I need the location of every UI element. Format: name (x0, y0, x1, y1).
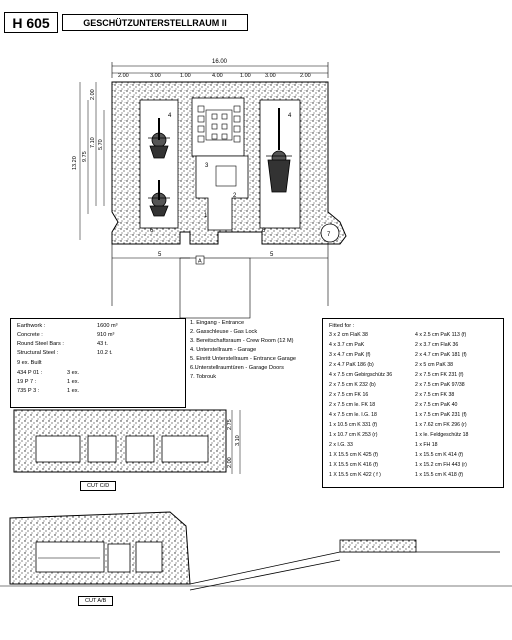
legend-item: 7. Tobrouk (190, 374, 217, 380)
fitted-weapon-item: 4 x 7.5 cm le. I.G. 18 (329, 412, 377, 418)
spec-structural-steel-value: 10.2 t. (97, 350, 113, 356)
fitted-weapon-item: 1 x 7.5 cm PaK 231 (f) (415, 412, 467, 418)
fitted-weapon-item: 4 x 2.5 cm PaK 113 (f) (415, 332, 467, 338)
spec-concrete-value: 910 m³ (97, 332, 115, 338)
room-number-6a: 6 (150, 228, 154, 234)
crew-room (192, 98, 244, 156)
cut-cd-label: CUT C/D (80, 481, 116, 491)
dim-seg-3: 1.00 (180, 73, 191, 79)
fitted-weapon-item: 2 x 4.7 PaK 186 (b) (329, 362, 374, 368)
dim-top-wall: 2.00 (90, 89, 96, 100)
spec-variant-2-label: 19 P 7 : (17, 379, 37, 385)
fitted-weapon-item: 1 x 15.2 cm FH 443 (r) (415, 462, 467, 468)
fitted-weapon-item: 1 x 7.62 cm FK 296 (r) (415, 422, 467, 428)
fitted-title: Fitted for : (329, 323, 355, 329)
dim-seg-1: 2.00 (118, 73, 129, 79)
fitted-weapon-item: 2 x 7.5 cm FK 16 (329, 392, 369, 398)
cut-ab-drawing (0, 512, 512, 590)
spec-built-count: 9 ex. Built (17, 360, 42, 366)
specs-panel (10, 318, 186, 408)
room-number-5a: 5 (158, 252, 162, 258)
fitted-weapon-item: 2 x 7.5 cm K 232 (b) (329, 382, 376, 388)
dim-seg-7: 2.00 (300, 73, 311, 79)
room-number-3: 3 (205, 163, 209, 169)
room-legend (190, 320, 320, 386)
room-number-5b: 5 (270, 252, 274, 258)
segment-dimensions (112, 73, 328, 79)
fitted-weapon-item: 2 x 5 cm PaK 38 (415, 362, 454, 368)
fitted-weapon-item: 1 x le. Feldgeschütz 18 (415, 432, 469, 438)
fitted-weapon-item: 2 x I.G. 33 (329, 442, 353, 448)
spec-variant-2-value: 1 ex. (67, 379, 80, 385)
dim-inner-1: 7.10 (90, 137, 96, 148)
room-number-7: 7 (327, 232, 331, 238)
dim-total-height: 13.20 (72, 156, 78, 170)
fitted-weapon-item: 4 x 7.5 cm Gebirgschütz 36 (329, 372, 393, 378)
legend-item: 4. Unterstellraum - Garage (190, 347, 257, 353)
fitted-weapon-item: 1 x 10.7 cm K 253 (r) (329, 432, 378, 438)
cut-cd-dim-1: 2.00 (227, 457, 233, 468)
legend-item: 2. Gasschleuse - Gas Lock (190, 329, 258, 335)
cut-ab-label: CUT A/B (78, 596, 113, 606)
left-dimensions (72, 82, 104, 240)
legend-item: 1. Eingang - Entrance (190, 320, 245, 326)
fitted-weapon-item: 1 x 15.5 cm K 418 (f) (415, 472, 464, 478)
room-number-1: 1 (204, 213, 208, 219)
dim-seg-5: 1.00 (240, 73, 251, 79)
spec-steel-bars-value: 43 t. (97, 341, 108, 347)
dim-seg-4: 4.00 (212, 73, 223, 79)
legend-item: 5. Einritt Unterstellraum - Entrance Garage (190, 356, 297, 362)
room-number-6b: 6 (262, 228, 266, 234)
spec-earthwork-label: Earthwork : (17, 323, 46, 329)
fitted-weapon-item: 1 X 15.5 cm K 422 ( f ) (329, 472, 381, 478)
fitted-weapon-item: 3 x 2 cm FlaK 38 (329, 332, 368, 338)
dim-mid-height: 9.75 (82, 151, 88, 162)
fitted-weapon-item: 4 x 3.7 cm PaK (329, 342, 365, 348)
spec-earthwork-value: 1600 m³ (97, 323, 118, 329)
fitted-for-panel (322, 318, 504, 488)
spec-steel-bars-label: Round Steel Bars : (17, 341, 64, 347)
fitted-weapon-item: 2 x 7.5 cm PaK 40 (415, 402, 458, 408)
spec-variant-1-value: 3 ex. (67, 370, 80, 376)
dim-seg-2: 3.00 (150, 73, 161, 79)
section-marker-a: A (198, 258, 202, 265)
fitted-weapon-item: 2 x 4.7 cm PaK 181 (f) (415, 352, 467, 358)
bunker-structure (112, 82, 346, 244)
fitted-weapon-item: 2 x 3.7 cm FlaK 36 (415, 342, 459, 348)
drawing-code-text: H 605 (12, 14, 50, 31)
room-number-4a: 4 (168, 113, 172, 119)
fitted-weapon-item: 2 x 7.5 cm le. FK 18 (329, 402, 376, 408)
spec-variant-1-label: 434 P 01 : (17, 370, 43, 376)
fitted-weapon-item: 1 x 15.5 cm K 414 (f) (415, 452, 464, 458)
entrance-apron (112, 244, 328, 318)
overall-width-label: 16.00 (212, 59, 228, 65)
legend-item: 6.Unterstellraumtüren - Garage Doors (190, 365, 284, 371)
drawing-title-text: GESCHÜTZUNTERSTELLRAUM II (83, 17, 227, 28)
fitted-weapon-item: 3 x 4.7 cm PaK (f) (329, 352, 371, 358)
spec-structural-steel-label: Structural Steel : (17, 350, 59, 356)
dim-inner-2: 5.70 (98, 139, 104, 150)
legend-item: 3. Bereitschaftsraum - Crew Room (12 M) (190, 338, 294, 344)
fitted-weapon-item: 1 x 10.5 cm K 331 (f) (329, 422, 378, 428)
fitted-weapon-item: 2 x 7.5 cm PaK 97/38 (415, 382, 465, 388)
dim-seg-6: 3.00 (265, 73, 276, 79)
fitted-weapon-item: 1 X 15.5 cm K 416 (f) (329, 462, 379, 468)
fitted-weapon-item: 1 X 15.5 cm K 425 (f) (329, 452, 379, 458)
fitted-weapon-item: 2 x 7.5 cm FK 38 (415, 392, 455, 398)
room-number-2: 2 (233, 193, 237, 199)
cut-cd-dim-2: 3.10 (235, 435, 241, 446)
spec-variant-3-value: 1 ex. (67, 388, 80, 394)
cut-cd-dim-3: 2.75 (227, 419, 233, 430)
spec-variant-3-label: 735 P 3 : (17, 388, 40, 394)
fitted-weapon-item: 2 x 7.5 cm FK 231 (f) (415, 372, 464, 378)
fitted-weapon-item: 1 x FH 18 (415, 442, 438, 448)
spec-concrete-label: Concrete : (17, 332, 43, 338)
room-number-4b: 4 (288, 113, 292, 119)
